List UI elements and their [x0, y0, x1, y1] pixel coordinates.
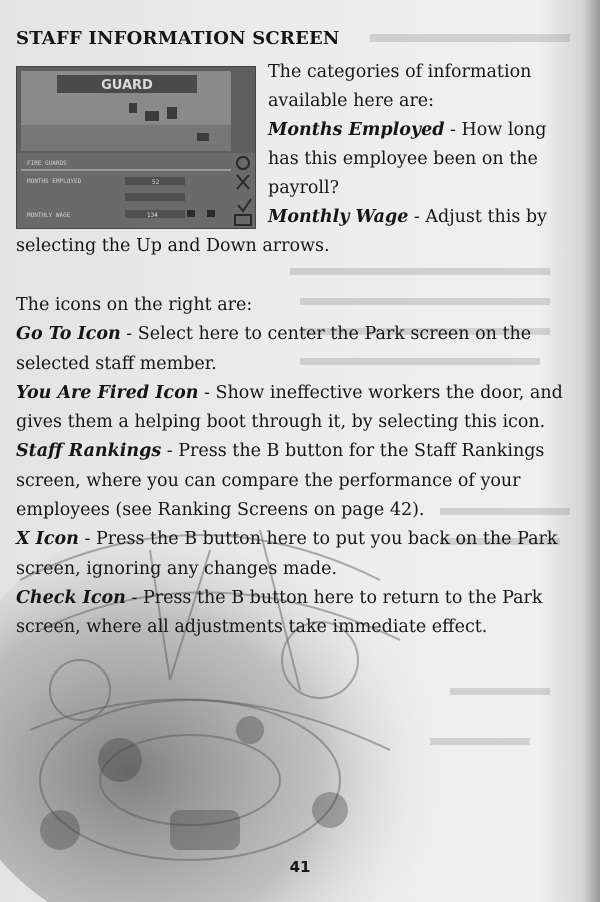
icons-intro: The icons on the right are: [16, 295, 253, 315]
screenshot-title: GUARD [101, 78, 153, 93]
entry-you-are-fired-icon [16, 379, 576, 438]
intro-item-monthly-wage [268, 203, 576, 232]
entry-staff-rankings [16, 437, 576, 525]
icons-section [16, 291, 576, 643]
intro-line-2: available here are: [268, 91, 435, 111]
term-staff-rankings: Staff Rankings [16, 441, 162, 462]
term-x-icon: X Icon [16, 529, 79, 550]
entry-check-icon [16, 584, 576, 643]
desc-you-are-fired-icon: - Show ineffective workers the door, and gives them a helping boot through it, by selecting this icon. [16, 382, 563, 433]
screenshot-row3-value: 134 [147, 212, 158, 219]
term-monthly-wage: Monthly Wage [268, 207, 409, 227]
screenshot-row1-label: FIRE GUARDS [27, 160, 67, 167]
page-number: 41 [289, 858, 311, 876]
intro-tail: selecting the Up and Down arrows. [16, 236, 330, 256]
entry-x-icon [16, 525, 576, 584]
section-heading: STAFF INFORMATION SCREEN [16, 28, 340, 49]
staff-screen-screenshot [16, 66, 256, 229]
screenshot-row2-value: 52 [152, 179, 160, 186]
page-content [16, 28, 576, 643]
term-you-are-fired-icon: You Are Fired Icon [16, 382, 199, 403]
desc-go-to-icon: - Select here to center the Park screen on the selected staff member. [16, 324, 532, 374]
desc-months-employed: - How long has this employee been on the payroll? [268, 120, 547, 198]
screenshot-row3-label: MONTHLY WAGE [27, 212, 71, 219]
desc-x-icon: - Press the B button here to put you back on the Park screen, ignoring any changes made. [16, 529, 558, 579]
intro-paragraph [268, 58, 576, 232]
desc-monthly-wage: - Adjust this by [408, 207, 548, 227]
term-go-to-icon: Go To Icon [16, 324, 121, 345]
intro-line-1: The categories of information [268, 62, 532, 82]
desc-check-icon: - Press the B button here to return to the Park screen, where all adjustments take immediate effect. [16, 587, 543, 638]
term-months-employed: Months Employed [268, 120, 445, 140]
desc-staff-rankings: - Press the B button for the Staff Rankings screen, where you can compare the performance of your employees (see Ranking Screens on page 42). [16, 441, 545, 521]
entry-go-to-icon [16, 320, 576, 379]
screenshot-row2-label: MONTHS EMPLOYED [27, 178, 82, 185]
intro-item-months-employed [268, 116, 576, 203]
term-check-icon: Check Icon [16, 587, 126, 608]
